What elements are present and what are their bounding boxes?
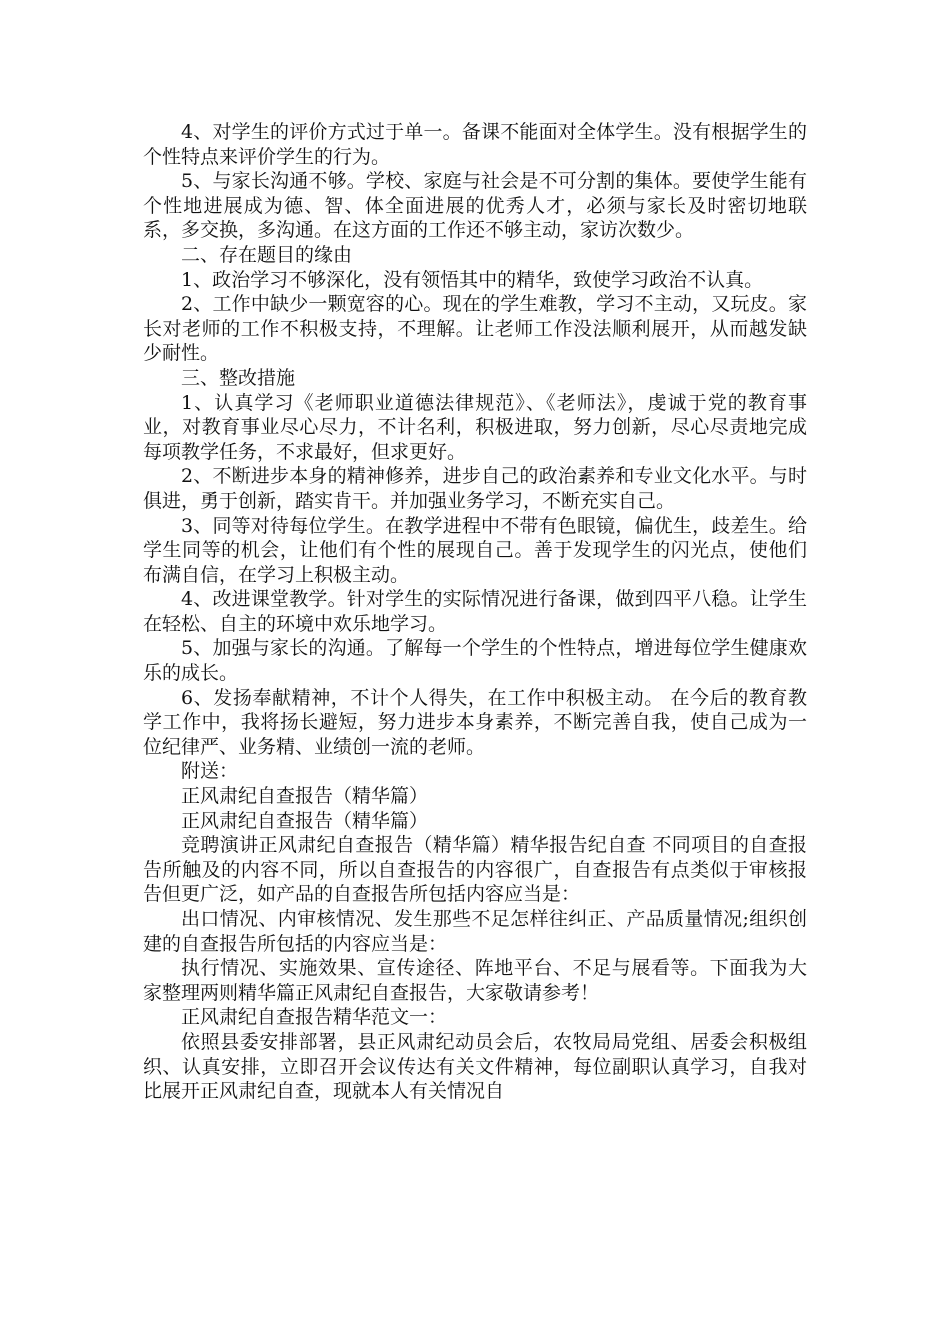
paragraph: 5、加强与家长的沟通。了解每一个学生的个性特点，增进每位学生健康欢乐的成长。	[143, 637, 807, 685]
paragraph: 2、不断进步本身的精神修养，进步自己的政治素养和专业文化水平。与时俱进，勇于创新，踏实肯干。并加强业务学习，不断充实自己。	[143, 465, 807, 512]
paragraph: 竞聘演讲正风肃纪自查报告（精华篇）精华报告纪自查 不同项目的自查报告所触及的内容不同，所以自查报告的内容很广，自查报告有点类似于审核报告但更广泛，如产品的自查报告所包括内容应当是：	[143, 834, 807, 906]
paragraph: 出口情况、内审核情况、发生那些不足怎样往纠正、产品质量情况;组织创建的自查报告所包括的内容应当是：	[143, 908, 807, 955]
paragraph: 1、政治学习不够深化，没有领悟其中的精华，致使学习政治不认真。	[181, 268, 764, 291]
appendix-label: 附送：	[181, 760, 239, 783]
paragraph: 执行情况、实施效果、宣传途径、阵地平台、不足与展看等。下面我为大家整理两则精华篇正风肃纪自查报告，大家敬请参考！	[143, 957, 807, 1004]
paragraph: 2、工作中缺少一颗宽容的心。现在的学生难教，学习不主动，又玩皮。家长对老师的工作不积极支持，不理解。让老师工作没法顺利展开，从而越发缺少耐性。	[143, 293, 807, 365]
paragraph: 1、认真学习《老师职业道德法律规范》、《老师法》，虔诚于党的教育事业，对教育事业尽心尽力，不计名利，积极进取，努力创新，尽心尽责地完成每项教学任务，不求最好，但求更好。	[143, 391, 807, 463]
paragraph: 4、对学生的评价方式过于单一。备课不能面对全体学生。没有根据学生的个性特点来评价学生的行为。	[143, 121, 807, 168]
paragraph: 依照县委安排部署，县正风肃纪动员会后，农牧局局党组、居委会积极组织、认真安排，立即召开会议传达有关文件精神，每位副职认真学习，自我对比展开正风肃纪自查，现就本人有关情况自	[143, 1030, 807, 1103]
paragraph: 3、同等对待每位学生。在教学进程中不带有色眼镜，偏优生，歧差生。给学生同等的机会，让他们有个性的展现自己。善于发现学生的闪光点，使他们布满自信，在学习上积极主动。	[143, 514, 807, 586]
paragraph: 6、发扬奉献精神，不计个人得失，在工作中积极主动。 在今后的教育教学工作中，我将扬长避短，努力进步本身素养，不断完善自我，使自己成为一位纪律严、业务精、业绩创一流的老师。	[143, 686, 807, 758]
appendix-title: 正风肃纪自查报告（精华篇）	[181, 785, 429, 808]
appendix-title: 正风肃纪自查报告（精华篇）	[181, 809, 429, 832]
paragraph: 4、改进课堂教学。针对学生的实际情况进行备课，做到四平八稳。让学生在轻松、自主的环境中欢乐地学习。	[143, 588, 807, 635]
document-body	[143, 120, 807, 1104]
paragraph: 5、与家长沟通不够。学校、家庭与社会是不可分割的集体。要使学生能有个性地进展成为德、智、体全面进展的优秀人才，必须与家长及时密切地联系，多交换，多沟通。在这方面的工作还不够主动，家访次数少。	[143, 170, 807, 242]
section-heading: 二、存在题目的缘由	[181, 243, 353, 266]
section-heading: 三、整改措施	[181, 366, 296, 389]
sample-title: 正风肃纪自查报告精华范文一：	[181, 1006, 448, 1029]
